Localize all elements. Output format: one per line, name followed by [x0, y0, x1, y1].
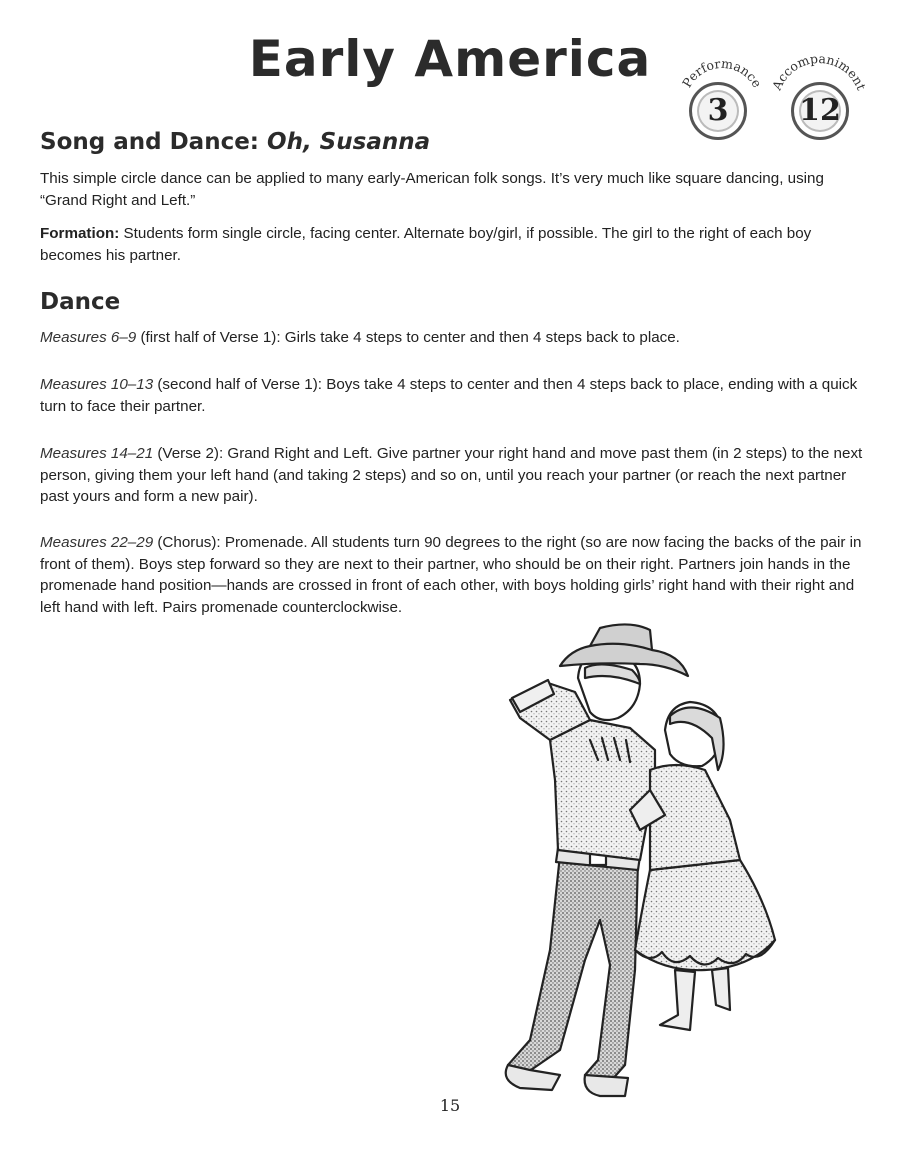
dance-step [40, 443, 865, 508]
step-text: (Verse 2): Grand Right and Left. Give partner your right hand and move past them (in 2 steps) to the next person, giving them your left hand (and taking 2 steps) and so on, until you reach your partner (or reach the next partner past yours and form a new pair). [40, 445, 863, 505]
dance-step [40, 374, 865, 417]
measures-label: Measures 10–13 [40, 376, 154, 393]
step-text: (second half of Verse 1): Boys take 4 steps to center and then 4 steps back to place, ending with a quick turn to face their partner. [40, 376, 858, 415]
page-title: Early America [248, 30, 652, 88]
measures-label: Measures 6–9 [40, 329, 137, 346]
measures-label: Measures 22–29 [40, 534, 154, 551]
performance-track-number: 3 [707, 93, 729, 128]
dance-step [40, 327, 865, 349]
performance-label: Performance [679, 55, 765, 91]
accompaniment-label: Accompaniment [768, 50, 870, 93]
song-heading-prefix: Song and Dance: [40, 129, 268, 155]
formation-label: Formation: [40, 225, 120, 242]
formation-text: Students form single circle, facing center. Alternate boy/girl, if possible. The girl to the right of each boy becomes his partner. [40, 225, 812, 264]
dancing-couple-icon [490, 620, 790, 1110]
dance-heading: Dance [40, 289, 121, 315]
song-title: Oh, Susanna [267, 129, 431, 155]
page-number: 15 [439, 1096, 461, 1115]
cd-disc-icon [791, 82, 849, 140]
step-text: (first half of Verse 1): Girls take 4 steps to center and then 4 steps back to place. [136, 329, 680, 346]
step-text: (Chorus): Promenade. All students turn 90 degrees to the right (so are now facing the backs of the pair in front of them). Boys step forward so they are next to their partner, who should be on their right. Partners join hands in the promenade hand position—hands are crossed in front of each other, with boys holding girls’ right hand with their right and left hand with left. Pairs promenade counterclockwise. [40, 534, 862, 616]
formation-paragraph [40, 223, 865, 266]
song-dance-heading [40, 129, 430, 155]
accompaniment-track-number: 12 [799, 93, 841, 128]
dance-step [40, 532, 865, 618]
cd-disc-icon [689, 82, 747, 140]
measures-label: Measures 14–21 [40, 445, 154, 462]
intro-paragraph: This simple circle dance can be applied to many early-American folk songs. It’s very much like square dancing, using “Grand Right and Left.” [40, 170, 824, 209]
